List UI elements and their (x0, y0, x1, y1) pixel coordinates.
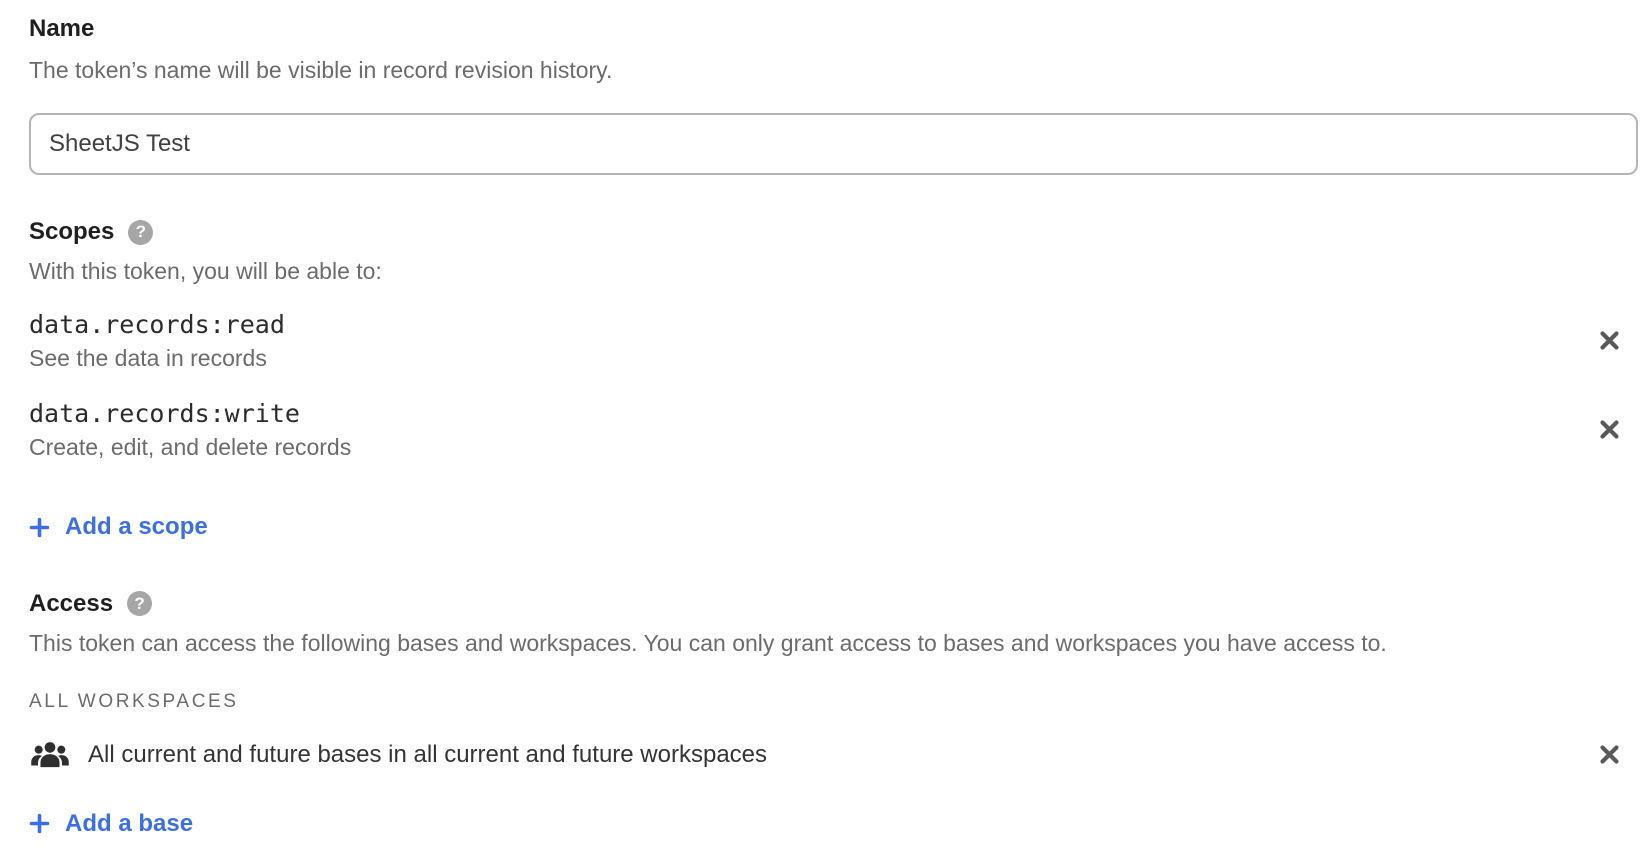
remove-scope-button[interactable] (1594, 326, 1624, 356)
scope-description: See the data in records (29, 345, 267, 371)
scopes-section-title: Scopes (29, 218, 115, 245)
name-section (29, 16, 1638, 175)
close-icon (1597, 742, 1622, 767)
workspace-access-label: All current and future bases in all current and future workspaces (88, 740, 768, 768)
scopes-help-icon[interactable]: ? (128, 220, 153, 245)
add-base-button[interactable] (29, 809, 193, 839)
name-section-title: Name (29, 15, 95, 42)
plus-icon (29, 813, 50, 834)
remove-workspace-access-button[interactable] (1594, 740, 1624, 770)
access-help-icon[interactable]: ? (127, 591, 152, 616)
add-base-label: Add a base (65, 809, 194, 837)
name-section-description: The token’s name will be visible in record revision history. (29, 57, 613, 83)
scope-name: data.records:read (29, 310, 285, 339)
access-section-description: This token can access the following bases and workspaces. You can only grant access to bases and workspaces you have access to. (29, 629, 1387, 656)
workspace-access-row (29, 739, 1638, 771)
scopes-section-description: With this token, you will be able to: (29, 258, 382, 284)
scope-row (29, 310, 1638, 371)
plus-icon (29, 517, 50, 538)
remove-scope-button[interactable] (1594, 415, 1624, 445)
access-section-title: Access (29, 589, 114, 617)
scope-name: data.records:write (29, 399, 300, 428)
access-section (29, 591, 1638, 840)
workspace-group-label: ALL WORKSPACES (29, 690, 239, 712)
add-scope-button[interactable] (29, 512, 208, 542)
scopes-section (29, 219, 1638, 543)
token-name-input[interactable] (29, 113, 1638, 175)
close-icon (1597, 328, 1622, 353)
scope-description: Create, edit, and delete records (29, 434, 352, 460)
close-icon (1597, 417, 1622, 442)
people-group-icon (29, 739, 71, 771)
add-scope-label: Add a scope (65, 513, 208, 540)
scope-row (29, 399, 1638, 460)
